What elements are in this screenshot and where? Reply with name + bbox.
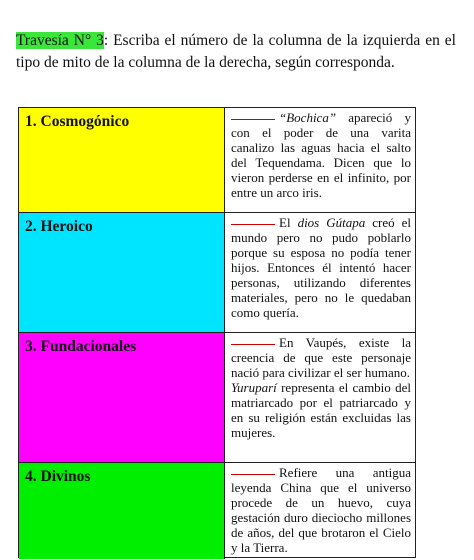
table-row: [19, 462, 415, 559]
answer-blank[interactable]: [231, 119, 275, 120]
answer-blank[interactable]: [231, 344, 275, 345]
description-italic: “Bochica”: [279, 110, 337, 125]
category-cell: 1. Cosmogónico: [19, 108, 225, 212]
activity-highlight: Travesía N° 3: [16, 32, 104, 49]
description-cell: [225, 463, 415, 559]
description-text-2: representa el cambio del matriarcado por el patriarcado y en su religión están excluidas las mujeres.: [231, 380, 411, 440]
description-cell: [225, 213, 415, 332]
category-cell: 4. Divinos: [19, 463, 225, 559]
answer-blank[interactable]: [231, 224, 275, 225]
table-row: [19, 332, 415, 462]
category-cell: 3. Fundacionales: [19, 333, 225, 462]
description-italic: Yuruparí: [231, 380, 277, 395]
description-pre: El: [279, 215, 298, 230]
description-cell: [225, 333, 415, 462]
description-text: apareció y con el poder de una varita canalizo las aguas hacia el salto del Tequendama. Dicen que lo vieron perderse en el infinito, por entre un arco iris.: [231, 110, 411, 200]
myth-matching-table: [18, 107, 416, 558]
description-cell: [225, 108, 415, 212]
description-text: creó el mundo pero no pudo poblarlo porque su esposa no podía tener hijos. Entonces él intentó hacer personas, utilizando diferentes materiales, pero no le quedaban como quería.: [231, 215, 411, 320]
instructions-body: : Escriba el número de la columna de la izquierda en el tipo de mito de la columna de la derecha, según corresponda.: [16, 32, 456, 71]
table-row: [19, 108, 415, 212]
instructions-text: [16, 30, 456, 74]
category-cell: 2. Heroico: [19, 213, 225, 332]
description-text: En Vaupés, existe la creencia de que este personaje nació para civilizar el ser humano.: [231, 335, 411, 380]
answer-blank[interactable]: [231, 474, 275, 475]
description-italic: dios Gútapa: [297, 215, 366, 230]
table-row: [19, 212, 415, 332]
description-text: Refiere una antigua leyenda China que el universo procede de un huevo, cuya gestación duro dieciocho millones de años, del que brotaron el Cielo y la Tierra.: [231, 465, 411, 555]
